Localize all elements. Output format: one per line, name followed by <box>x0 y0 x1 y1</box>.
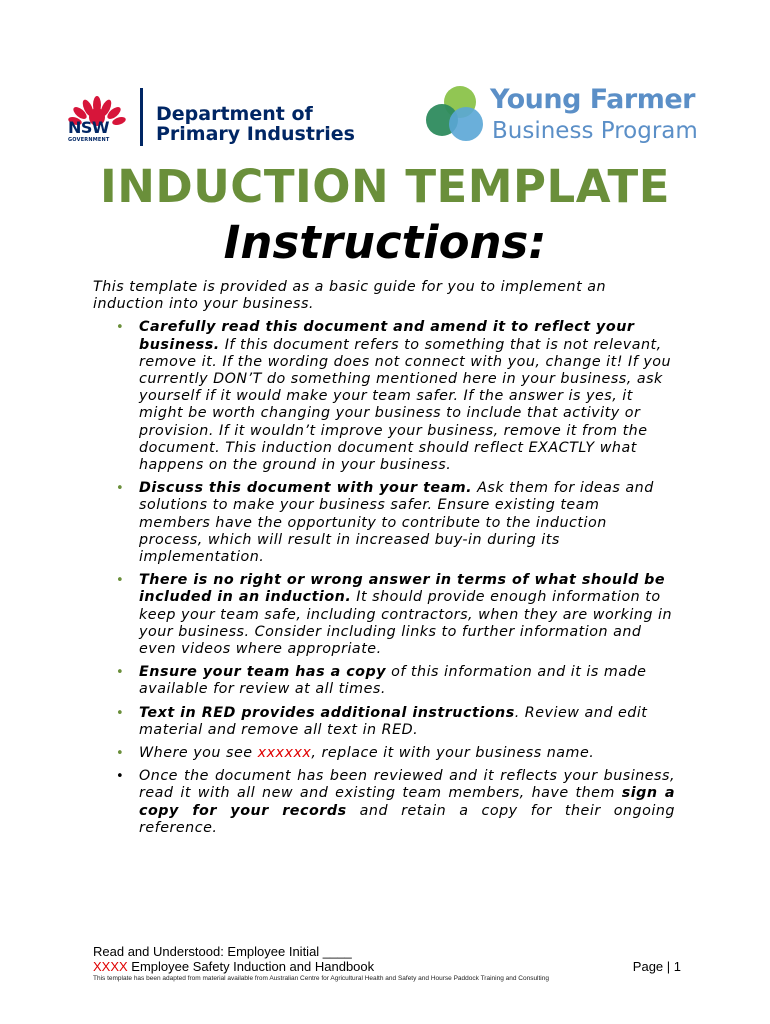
bullet-text: Where you see <box>139 745 258 762</box>
bullet-icon: • <box>116 665 125 681</box>
bullet-text: and retain a copy for their ongoing reference. <box>139 802 675 836</box>
list-item <box>93 745 675 762</box>
bullet-icon: • <box>116 705 125 721</box>
dpi-line1: Department of <box>156 103 313 125</box>
page-header <box>66 80 726 152</box>
page-title: INDUCTION TEMPLATE <box>100 160 670 213</box>
instruction-list <box>93 319 675 837</box>
bullet-bold: Text in RED provides additional instructions <box>139 704 515 721</box>
footer-handbook-title <box>93 959 683 974</box>
young-farmer-circles-logo <box>424 84 490 150</box>
bullet-text: . Review and edit material and remove all text in RED. <box>139 704 648 738</box>
logo-divider <box>140 88 143 146</box>
dpi-logo-text <box>156 104 355 144</box>
bullet-icon: • <box>116 320 125 336</box>
bullet-icon: • <box>116 769 125 785</box>
footer-attribution: This template has been adapted from material available from Australian Centre for Agricultural Health and Safety and Hourse Paddock Training and Consulting <box>93 975 549 982</box>
young-farmer-subtitle: Business Program <box>492 118 698 144</box>
bullet-bold: Carefully read this document and amend it to reflect your business. <box>139 319 635 353</box>
bullet-text: Once the document has been reviewed and it reflects your business, read it with all new and existing team members, have them <box>139 768 675 802</box>
bullet-icon: • <box>116 481 125 497</box>
bullet-bold: sign a copy for your records <box>139 785 676 819</box>
list-item <box>93 319 675 474</box>
footer-handbook-text: Employee Safety Induction and Handbook <box>127 959 375 974</box>
page-number: Page | 1 <box>632 959 681 974</box>
placeholder-business-name: xxxxxx <box>257 745 312 762</box>
bullet-bold: Ensure your team has a copy <box>139 664 387 681</box>
list-item <box>93 664 675 698</box>
bullet-bold: Discuss this document with your team. <box>139 480 473 497</box>
bullet-text: If this document refers to something that is not relevant, remove it. If the wording does not connect with you, change it! If you currently DON’T do something mentioned here in your business, ask yourself if it would make your team safer. If the answer is yes, it might be worth changing your business to include that activity or provision. If it wouldn’t improve your business, remove it from the document. This induction document should reflect EXACTLY what happens on the ground in your business. <box>139 336 672 474</box>
instructions-content <box>93 279 675 843</box>
nsw-government-label: GOVERNMENT <box>68 137 110 143</box>
young-farmer-title: Young Farmer <box>490 84 695 115</box>
list-item <box>93 572 675 658</box>
list-item <box>93 705 675 739</box>
nsw-wordmark: NSW <box>68 118 110 137</box>
list-item <box>93 768 675 837</box>
bullet-bold: There is no right or wrong answer in terms of what should be included in an induction. <box>139 572 666 606</box>
page-subtitle: Instructions: <box>223 216 547 269</box>
bullet-icon: • <box>116 573 125 589</box>
bullet-text: Ask them for ideas and solutions to make your business safer. Ensure existing team members have the opportunity to contribute to the induction process, which will result in increased buy-in during its implementation. <box>139 480 654 566</box>
intro-paragraph: This template is provided as a basic guide for you to implement an induction into your business. <box>93 279 607 313</box>
list-item <box>93 480 675 566</box>
footer-placeholder: XXXX <box>93 959 128 974</box>
bullet-icon: • <box>116 746 125 762</box>
bullet-text: of this information and it is made available for review at all times. <box>139 664 647 698</box>
bullet-text: It should provide enough information to keep your team safe, including contractors, when they are working in your business. Consider including links to further information and even videos where appropriate. <box>139 589 673 658</box>
footer-employee-initial: Read and Understood: Employee Initial ____ <box>93 944 352 959</box>
dpi-line2: Primary Industries <box>156 123 355 145</box>
bullet-text: , replace it with your business name. <box>311 745 595 762</box>
page-footer <box>93 944 683 984</box>
